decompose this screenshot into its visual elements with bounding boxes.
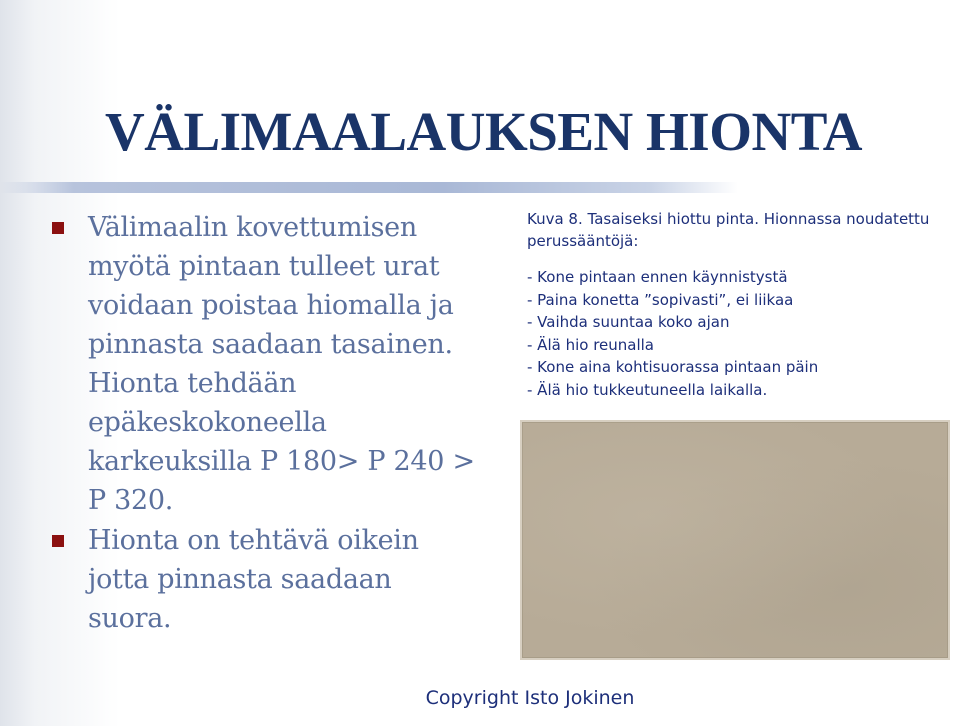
caption-lead: Kuva 8. Tasaiseksi hiottu pinta. Hionnassa noudatettu perussääntöjä:	[527, 210, 930, 250]
square-bullet-icon	[52, 535, 64, 547]
rule-item: - Kone aina kohtisuorassa pintaan päin	[527, 358, 819, 376]
rule-item: - Kone pintaan ennen käynnistystä	[527, 268, 788, 286]
copyright-footer: Copyright Isto Jokinen	[425, 687, 635, 709]
bullet-text: Hionta on tehtävä oikein jotta pinnasta saadaan suora.	[88, 525, 419, 634]
rule-item: - Vaihda suuntaa koko ajan	[527, 313, 730, 331]
rules-list	[527, 266, 947, 401]
bullet-list	[50, 208, 480, 639]
bullet-item	[50, 208, 480, 520]
title-underline	[0, 182, 738, 193]
square-bullet-icon	[52, 222, 64, 234]
bullet-item	[50, 521, 480, 638]
rule-item: - Älä hio tukkeutuneella laikalla.	[527, 380, 768, 399]
rule-item: - Älä hio reunalla	[527, 335, 654, 354]
photo-texture	[522, 422, 948, 658]
image-caption	[527, 208, 947, 401]
sanded-surface-photo	[520, 420, 950, 660]
slide-title: VÄLIMAALAUKSEN HIONTA	[105, 101, 863, 162]
bullet-text: Välimaalin kovettumisen myötä pintaan tulleet urat voidaan poistaa hiomalla ja pinnasta saadaan tasainen. Hionta tehdään epäkeskokoneella karkeuksilla P 180> P 240 > P 320.	[88, 212, 475, 516]
rule-item: - Paina konetta ”sopivasti”, ei liikaa	[527, 290, 794, 309]
